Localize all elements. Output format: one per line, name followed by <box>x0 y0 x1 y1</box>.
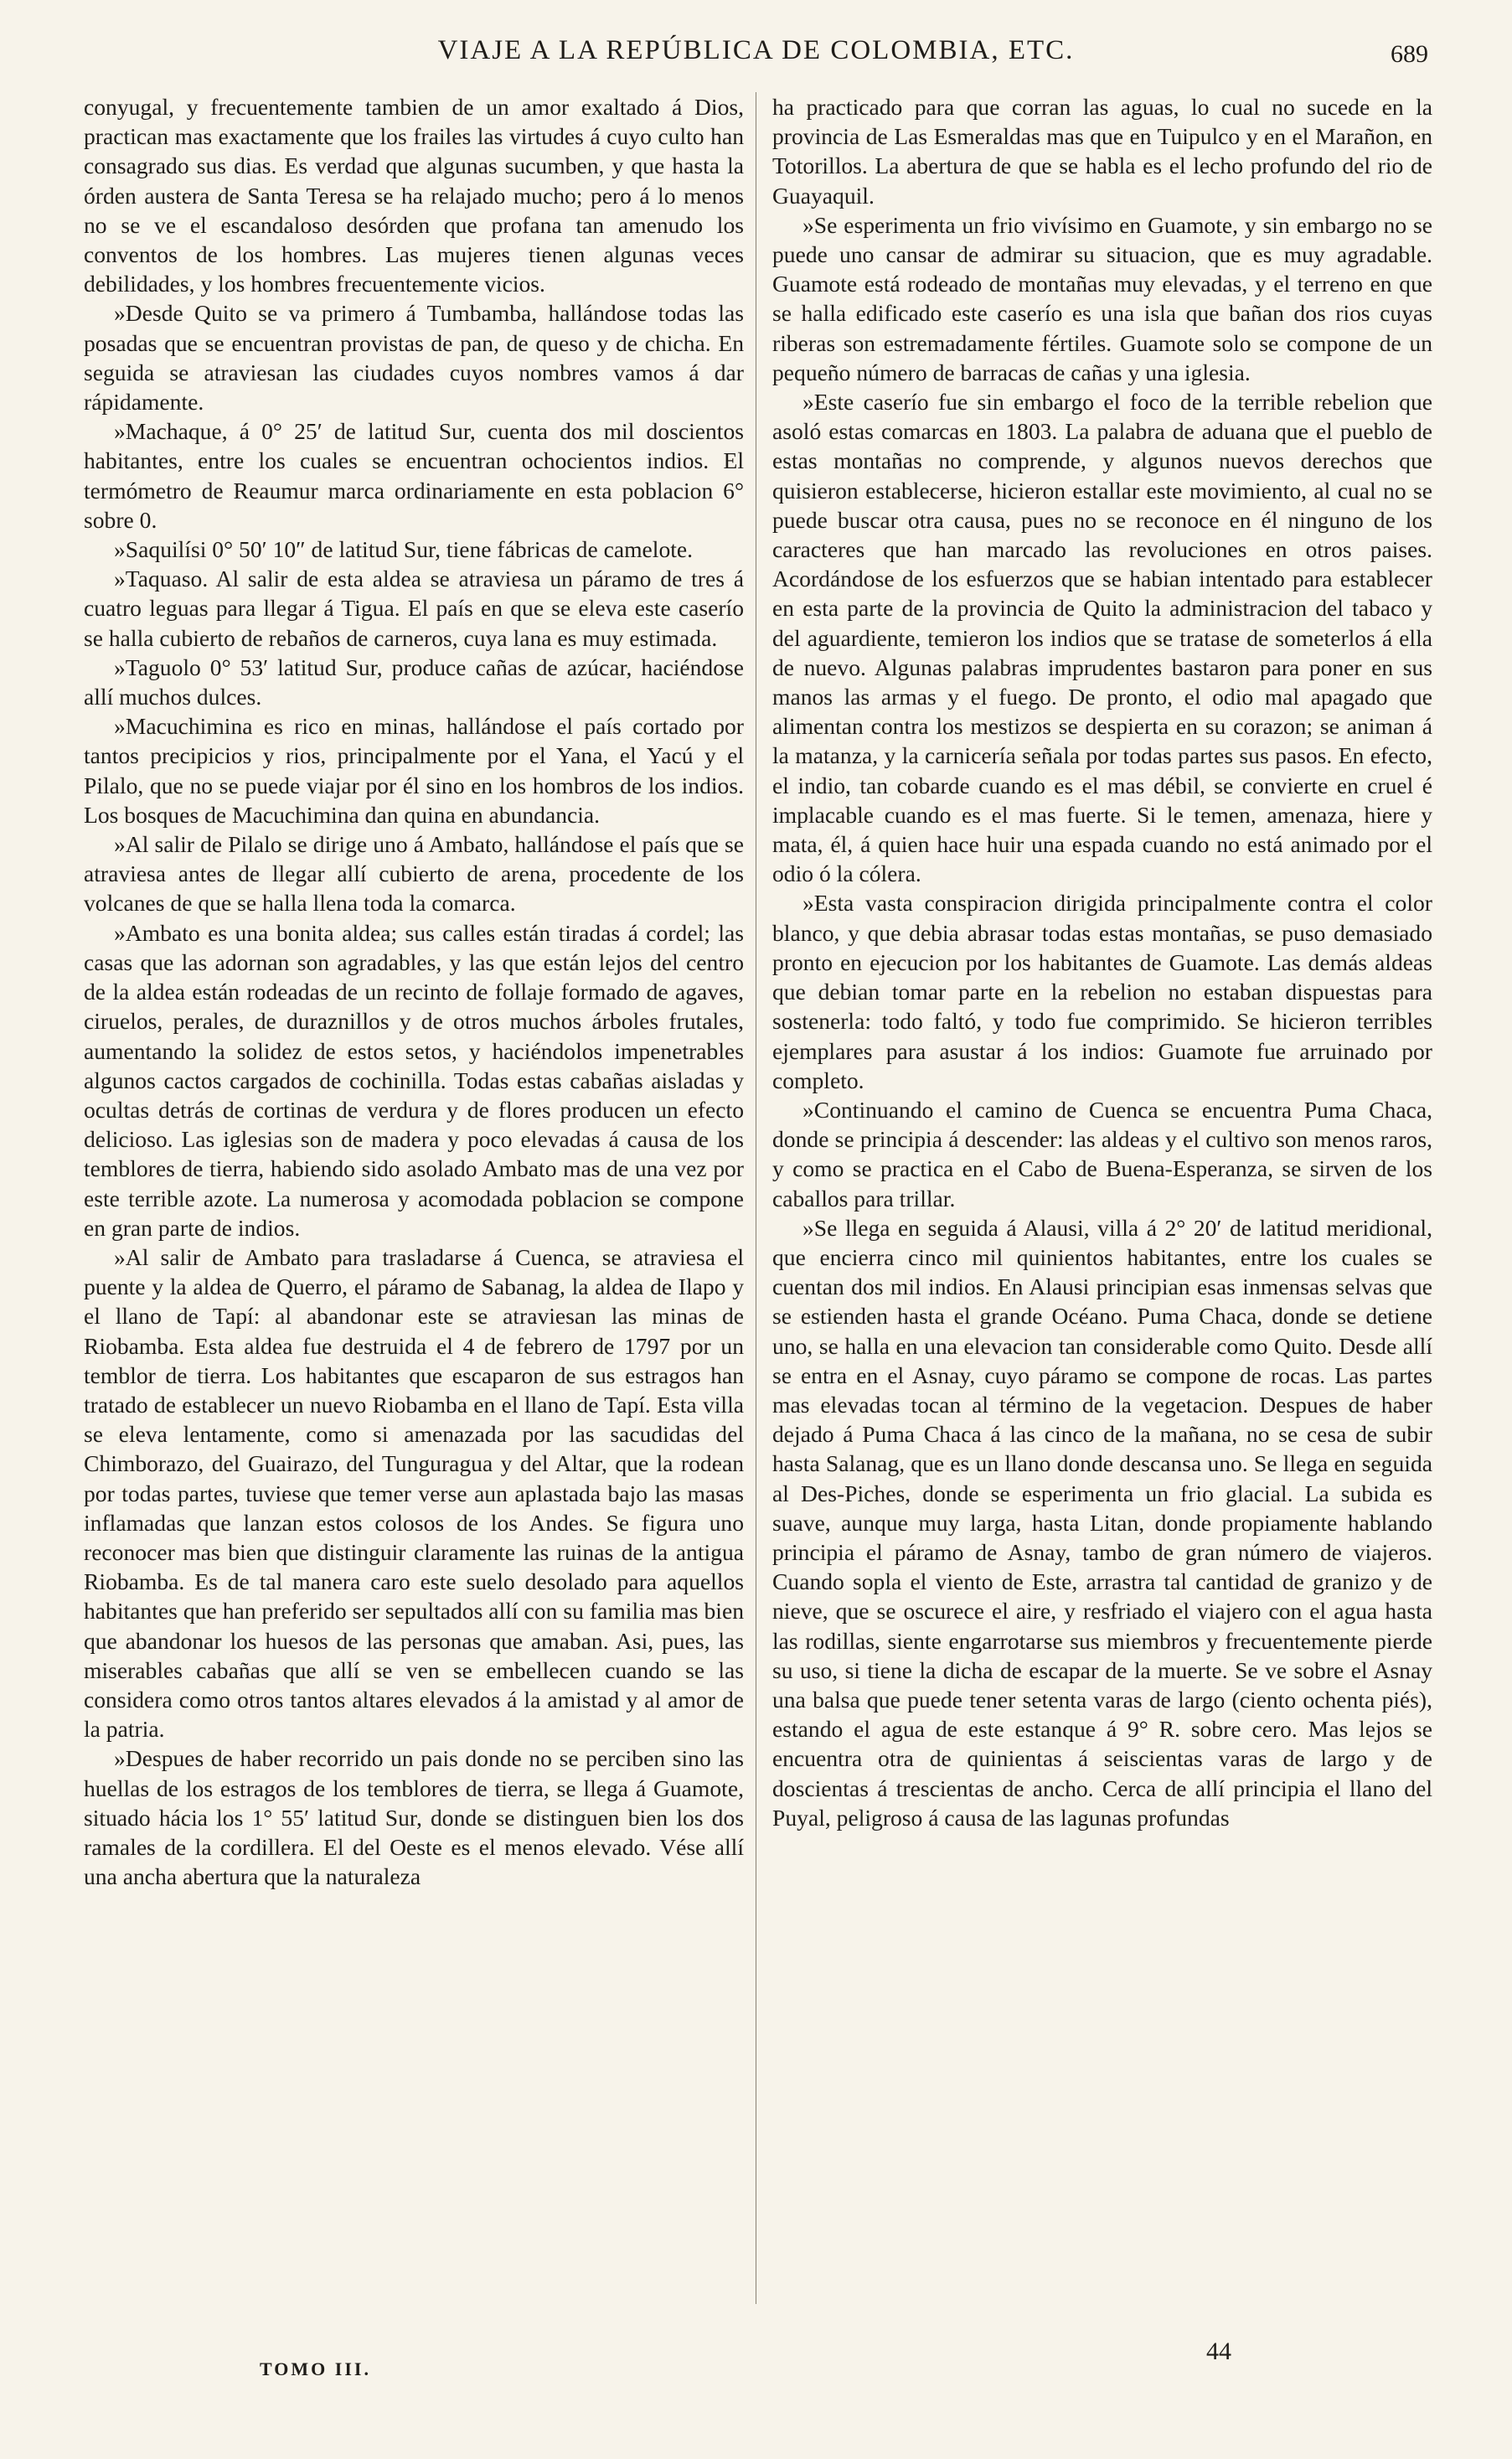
right-column <box>772 92 1432 2321</box>
paragraph: »Machaque, á 0° 25′ de latitud Sur, cuenta dos mil doscientos habitantes, entre los cuales se encuentran ochocientos indios. El termómetro de Reaumur marca ordinariamente en esta poblacion 6° sobre 0. <box>84 418 744 533</box>
paragraph: »Continuando el camino de Cuenca se encuentra Puma Chaca, donde se principia á descender: las aldeas y el cultivo son menos raros, y como se practica en el Cabo de Buena-Esperanza, se sirven de los caballos para trillar. <box>772 1096 1432 1211</box>
paragraph: »Se esperimenta un frio vivísimo en Guamote, y sin embargo no se puede uno cansar de admirar su situacion, que es muy agradable. Guamote está rodeado de montañas muy elevadas, y el terreno en que se halla edificado este caserío es una isla que bañan dos rios cuyas riberas son estremadamente fértiles. Guamote solo se compone de un pequeño número de barracas de cañas y una iglesia. <box>772 211 1432 385</box>
paragraph: »Despues de haber recorrido un pais donde no se perciben sino las huellas de los estragos de los temblores de tierra, se llega á Guamote, situado hácia los 1° 55′ latitud Sur, donde se distinguen bien los dos ramales de la cordillera. El del Oeste es el menos elevado. Vése allí una ancha abertura que la naturaleza <box>84 1745 744 1890</box>
text-columns <box>84 92 1432 2321</box>
paragraph: »Al salir de Pilalo se dirige uno á Ambato, hallándose el país que se atraviesa antes de llegar allí cubierto de arena, procedente de los volcanes de que se halla llena toda la comarca. <box>84 831 744 917</box>
paragraph: »Esta vasta conspiracion dirigida principalmente contra el color blanco, y que debia abrasar todas estas montañas, se puso demasiado pronto en ejecucion por los habitantes de Guamote. Las demás aldeas que debian tomar parte en la rebelion no estaban dispuestas para sostenerla: todo faltó, y todo fue comprimido. Se hicieron terribles ejemplares para asustar á los indios: Guamote fue arruinado por completo. <box>772 890 1432 1093</box>
paragraph: »Desde Quito se va primero á Tumbamba, hallándose todas las posadas que se encuentran provistas de pan, de queso y de chicha. En seguida se atraviesan las ciudades cuyos nombres vamos á dar rápidamente. <box>84 300 744 416</box>
page-number: 689 <box>1391 40 1428 68</box>
volume-footer: TOMO III. <box>260 2358 371 2379</box>
paragraph: »Se llega en seguida á Alausi, villa á 2° 20′ de latitud meridional, que encierra cinco mil quinientos habitantes, entre los cuales se cuentan dos mil indios. En Alausi principian esas inmensas selvas que se estienden hasta el grande Océano. Puma Chaca, donde se detiene uno, se halla en una elevacion tan considerable como Quito. Desde allí se entra en el Asnay, cuyo páramo se compone de rocas. Las partes mas elevadas tocan al término de la vegetacion. Despues de haber dejado á Puma Chaca á las cinco de la mañana, no se cesa de subir hasta Salanag, que es un llano donde descansa uno. Se llega en seguida al Des-Piches, donde se esperimenta un frio glacial. La subida es suave, aunque muy larga, hasta Litan, donde propiamente hablando principia el páramo de Asnay, tambo de gran número de viajeros. Cuando sopla el viento de Este, arrastra tal cantidad de granizo y de nieve, que se oscurece el aire, y resfriado el viajero con el agua hasta las rodillas, siente engarrotarse sus miembros y frecuentemente pierde su uso, si tiene la dicha de escapar de la muerte. Se ve sobre el Asnay una balsa que puede tener setenta varas de largo (ciento ochenta piés), estando el agua de este estanque á 9° R. sobre cero. Mas lejos se encuentra otra de quinientas á seiscientas varas de largo y de doscientas á trescientas de ancho. Cerca de allí principia el llano del Puyal, peligroso á causa de las lagunas profundas <box>772 1214 1432 1831</box>
signature-mark: 44 <box>1206 2338 1231 2365</box>
paragraph: »Macuchimina es rico en minas, hallándose el país cortado por tantos precipicios y rios, principalmente por el Yana, el Yacú y el Pilalo, que no se puede viajar por él sino en los hombros de los indios. Los bosques de Macuchimina dan quina en abundancia. <box>84 713 744 828</box>
paragraph: »Ambato es una bonita aldea; sus calles están tiradas á cordel; las casas que las adornan son agradables, y las que están lejos del centro de la aldea están rodeadas de un recinto de follaje formado de agaves, ciruelos, perales, de duraznillos y de otros muchos árboles frutales, aumentando la solidez de estos setos, y haciéndolos impenetrables algunos cactos cargados de cochinilla. Todas estas cabañas aisladas y ocultas detrás de cortinas de verdura y de flores producen un efecto delicioso. Las iglesias son de madera y poco elevadas á causa de los temblores de tierra, habiendo sido asolado Ambato mas de una vez por este terrible azote. La numerosa y acomodada poblacion se compone en gran parte de indios. <box>84 919 744 1241</box>
paragraph: »Este caserío fue sin embargo el foco de la terrible rebelion que asoló estas comarcas en 1803. La palabra de aduana que el pueblo de estas montañas no comprende, y algunos nuevos derechos que quisieron establecerse, hicieron estallar este movimiento, al cual no se puede buscar otra causa, pues no se reconoce en él ninguno de los caracteres que han marcado las revoluciones en otros paises. Acordándose de los esfuerzos que se habian intentado para establecer en esta parte de la provincia de Quito la administracion del tabaco y del aguardiente, temieron los indios que se tratase de someterlos á ella de nuevo. Algunas palabras imprudentes bastaron para poner en sus manos las armas y el fuego. De pronto, el odio mal apagado que alimentan contra los mestizos se despierta en su corazon; se animan á la matanza, y la carnicería señala por todas partes sus pasos. En efecto, el indio, tan cobarde cuando es el mas débil, se convierte en cruel é implacable cuando es el mas fuerte. Si le temen, amenaza, hiere y mata, él, á quien hace huir una espada cuando no está animado por el odio ó la cólera. <box>772 389 1432 887</box>
paragraph: »Taquaso. Al salir de esta aldea se atraviesa un páramo de tres á cuatro leguas para llegar á Tigua. El país en que se eleva este caserío se halla cubierto de rebaños de carneros, cuya lana es muy estimada. <box>84 566 744 651</box>
left-column <box>84 92 744 2321</box>
running-title: VIAJE A LA REPÚBLICA DE COLOMBIA, ETC. <box>437 35 1075 65</box>
page-header <box>0 35 1512 85</box>
paragraph: »Taguolo 0° 53′ latitud Sur, produce cañas de azúcar, haciéndose allí muchos dulces. <box>84 653 744 710</box>
paragraph: »Al salir de Ambato para trasladarse á Cuenca, se atraviesa el puente y la aldea de Querro, el páramo de Sabanag, la aldea de Ilapo y el llano de Tapí: al abandonar este se atraviesan las minas de Riobamba. Esta aldea fue destruida el 4 de febrero de 1797 por un temblor de tierra. Los habitantes que escaparon de sus estragos han tratado de establecer un nuevo Riobamba en el llano de Tapí. Esta villa se eleva lentamente, como si amenazada por las sacudidas del Chimborazo, del Guairazo, del Tunguragua y del Altar, que la rodean por todas partes, tuviese que temer verse aun aplastada bajo las masas inflamadas que lanzan estos colosos de los Andes. Se figura uno reconocer mas bien que distinguir claramente las ruinas de la antigua Riobamba. Es de tal manera caro este suelo desolado para aquellos habitantes que han preferido ser sepultados allí con su familia mas bien que abandonar los huesos de las personas que amaban. Asi, pues, las miserables cabañas que allí se ven se embellecen cuando se las considera como otros tantos altares elevados á la amistad y al amor de la patria. <box>84 1243 744 1743</box>
paragraph: ha practicado para que corran las aguas, lo cual no sucede en la provincia de Las Esmeraldas mas que en Tuipulco y en el Marañon, en Totorillos. La abertura de que se habla es el lecho profundo del rio de Guayaquil. <box>772 94 1432 209</box>
paragraph: »Saquilísi 0° 50′ 10″ de latitud Sur, tiene fábricas de camelote. <box>114 536 694 563</box>
paragraph: conyugal, y frecuentemente tambien de un amor exaltado á Dios, practican mas exactamente que los frailes las virtudes á cuyo culto han consagrado sus dias. Es verdad que algunas sucumben, y que hasta la órden austera de Santa Teresa se ha relajado mucho; pero á lo menos no se ve el escandaloso desórden que profana tan amenudo los conventos de los hombres. Las mujeres tienen algunas veces debilidades, y los hombres frecuentemente vicios. <box>84 94 744 297</box>
